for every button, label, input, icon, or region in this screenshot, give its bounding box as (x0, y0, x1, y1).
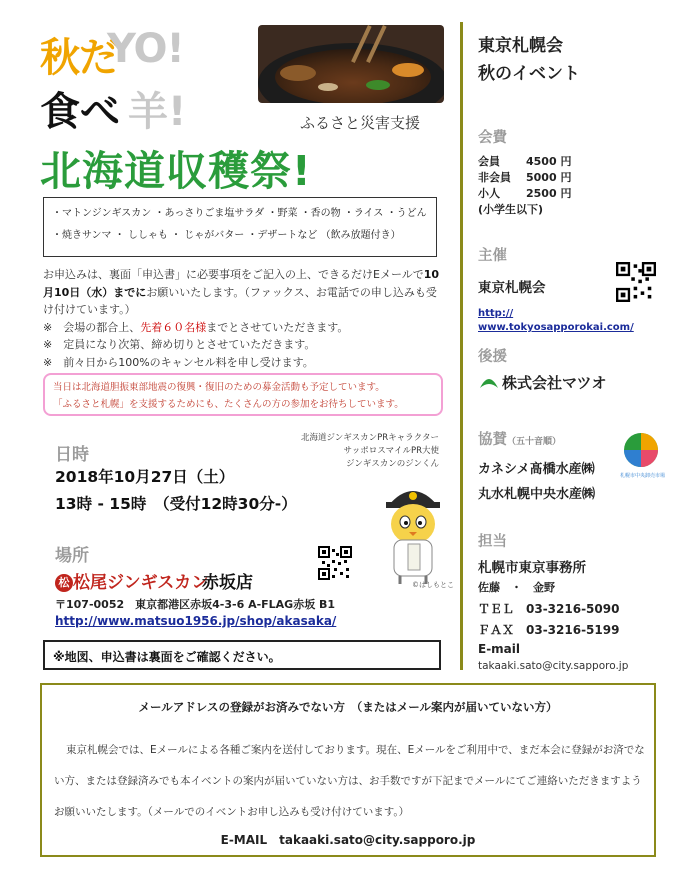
menu-box (43, 197, 437, 257)
cosponsor-note: （五十音順） (507, 437, 562, 447)
contact-label: 担当 (478, 534, 507, 550)
datetime-label: 日時 (55, 445, 89, 465)
venue-qr-code (318, 546, 352, 580)
event-date: 2018年10月27日（土） (55, 468, 235, 486)
matsuo-logo (55, 568, 208, 593)
application-paragraph: お申込みは、裏面「申込書」に必要事項をご記入の上、できるだけEメールで10月10日（水）までにお願いいたします。（ファックス、お電話での申し込みも受け付けています。） (43, 268, 440, 316)
office-name: 札幌市東京事務所 (478, 560, 586, 576)
fee-row: 会員 4500 円 (478, 155, 572, 168)
market-caption: 札幌市中央卸売市場 (620, 473, 666, 479)
grilled-lamb-image (258, 25, 444, 103)
fee-label: 会費 (478, 130, 507, 146)
registration-text: 東京札幌会では、Eメールによる各種ご案内を送付しております。現在、Eメールをご利用中で、まだ本会に登録がお済でない方、または登録済みでも本イベントの案内が届いていない方は、お手数ですが下記までメールにてご連絡いただきますようお願いいたします。（メールでのイベントお申し込みも受け付けています。） (54, 744, 645, 818)
matsuo-leaf-icon (478, 374, 500, 390)
capacity-highlight: 先着６０名様 (140, 320, 207, 334)
notice-line: 「ふるさと札幌」を支援するためにも、たくさんの方の参加をお待ちしています。 (53, 399, 404, 410)
event-time: 13時 - 15時 （受付12時30分-） (55, 495, 297, 513)
grilled-lamb-photo (258, 25, 444, 103)
host-qr-code (616, 262, 656, 302)
contact-tel: ＴＥＬ 03-3216-5090 (478, 602, 620, 616)
notice-line: 当日は北海道胆振東部地震の復興・復旧のための募金活動も予定しています。 (53, 382, 385, 393)
host-label: 主催 (478, 248, 507, 264)
cosponsor-label: 協賛 (478, 432, 507, 448)
fee-row: 小人 2500 円 (478, 187, 572, 200)
headline-aki: 秋だ (40, 35, 118, 81)
sponsor-logo (478, 372, 607, 393)
headline-hitsuji: 羊! (128, 89, 187, 135)
title-line: 秋のイベント (478, 64, 580, 84)
fundraising-notice (43, 373, 443, 416)
staff-names: 佐藤 ・ 金野 (478, 581, 555, 594)
caption-line: 北海道ジンギスカンPRキャラクター (301, 433, 439, 443)
headline-yo: YO! (107, 26, 184, 72)
email-label: E-mail (478, 642, 521, 656)
host-name: 東京札幌会 (478, 280, 546, 296)
venue-branch: 赤坂店 (202, 573, 253, 593)
title-line: 東京札幌会 (478, 36, 563, 56)
venue-address: 〒107-0052 東京都港区赤坂4-3-6 A-FLAG赤坂 B1 (55, 598, 336, 611)
qr-code-icon (616, 262, 656, 302)
menu-line: ・マトンジンギスカン ・あっさりごま塩サラダ ・野菜 ・香の物 ・ライス ・うどん (52, 208, 427, 219)
column-divider (460, 22, 463, 670)
character-signature: ©はしもとこ (412, 581, 454, 589)
registration-email[interactable]: E-MAIL takaaki.sato@city.sapporo.jp (220, 833, 476, 847)
cosponsor-marusui: 丸水札幌中央水産㈱ (478, 487, 596, 502)
deadline: 10月10日（水）までに (43, 268, 440, 299)
fee-table (478, 154, 571, 218)
character-caption (279, 432, 439, 471)
sponsor-name: 株式会社マツオ (502, 374, 607, 392)
menu-line: ・焼きサンマ ・ ししゃも ・ じゃがバター ・デザートなど （飲み放題付き） (52, 230, 401, 241)
headline-festival: 北海道収穫祭! (40, 147, 312, 195)
caption-line: ジンギスカンのジンくん (346, 459, 439, 469)
matsuo-logo-text: 松尾ジンギスカン (73, 573, 209, 593)
map-note: ※地図、申込書は裏面をご確認ください。 (43, 640, 441, 670)
jin-kun-character (378, 476, 454, 589)
note-cancel: ※ 前々日から100%のキャンセル料を申し受けます。 (43, 355, 314, 369)
host-url-link[interactable]: http:// www.tokyosapporokai.com/ (478, 308, 634, 333)
fee-row: 非会員 5000 円 (478, 171, 572, 184)
contact-fax: ＦＡＸ 03-3216-5199 (478, 623, 620, 637)
venue-label: 場所 (55, 546, 89, 566)
market-logo (620, 432, 666, 479)
venue-url-link[interactable]: http://www.matsuo1956.jp/shop/akasaka/ (55, 614, 337, 628)
note-closing: ※ 定員になり次第、締め切りとさせていただきます。 (43, 338, 316, 351)
contact-email[interactable]: takaaki.sato@city.sapporo.jp (478, 660, 629, 672)
sponsor-label: 後援 (478, 349, 507, 365)
application-text (43, 266, 443, 371)
email-registration-box (40, 683, 656, 857)
matsuo-mark-icon: 松 (55, 574, 73, 592)
note-capacity: ※ 会場の都合上、先着６０名様までとさせていただきます。 (43, 320, 349, 334)
market-logo-icon (620, 432, 662, 468)
headline-tabe: 食べ (40, 89, 120, 135)
qr-code-icon (318, 546, 352, 580)
registration-heading: メールアドレスの登録がお済みでない方 （またはメール案内が届いていない方） (138, 700, 558, 714)
cosponsor-kaneshime: カネシメ髙橋水産㈱ (478, 462, 595, 477)
cosponsor-heading (478, 428, 561, 449)
support-label: ふるさと災害支援 (300, 114, 421, 132)
jin-kun-illustration (378, 476, 448, 586)
caption-line: サッポロスマイルPR大使 (343, 446, 439, 456)
event-title (478, 32, 580, 88)
fee-note: (小学生以下) (478, 203, 544, 216)
